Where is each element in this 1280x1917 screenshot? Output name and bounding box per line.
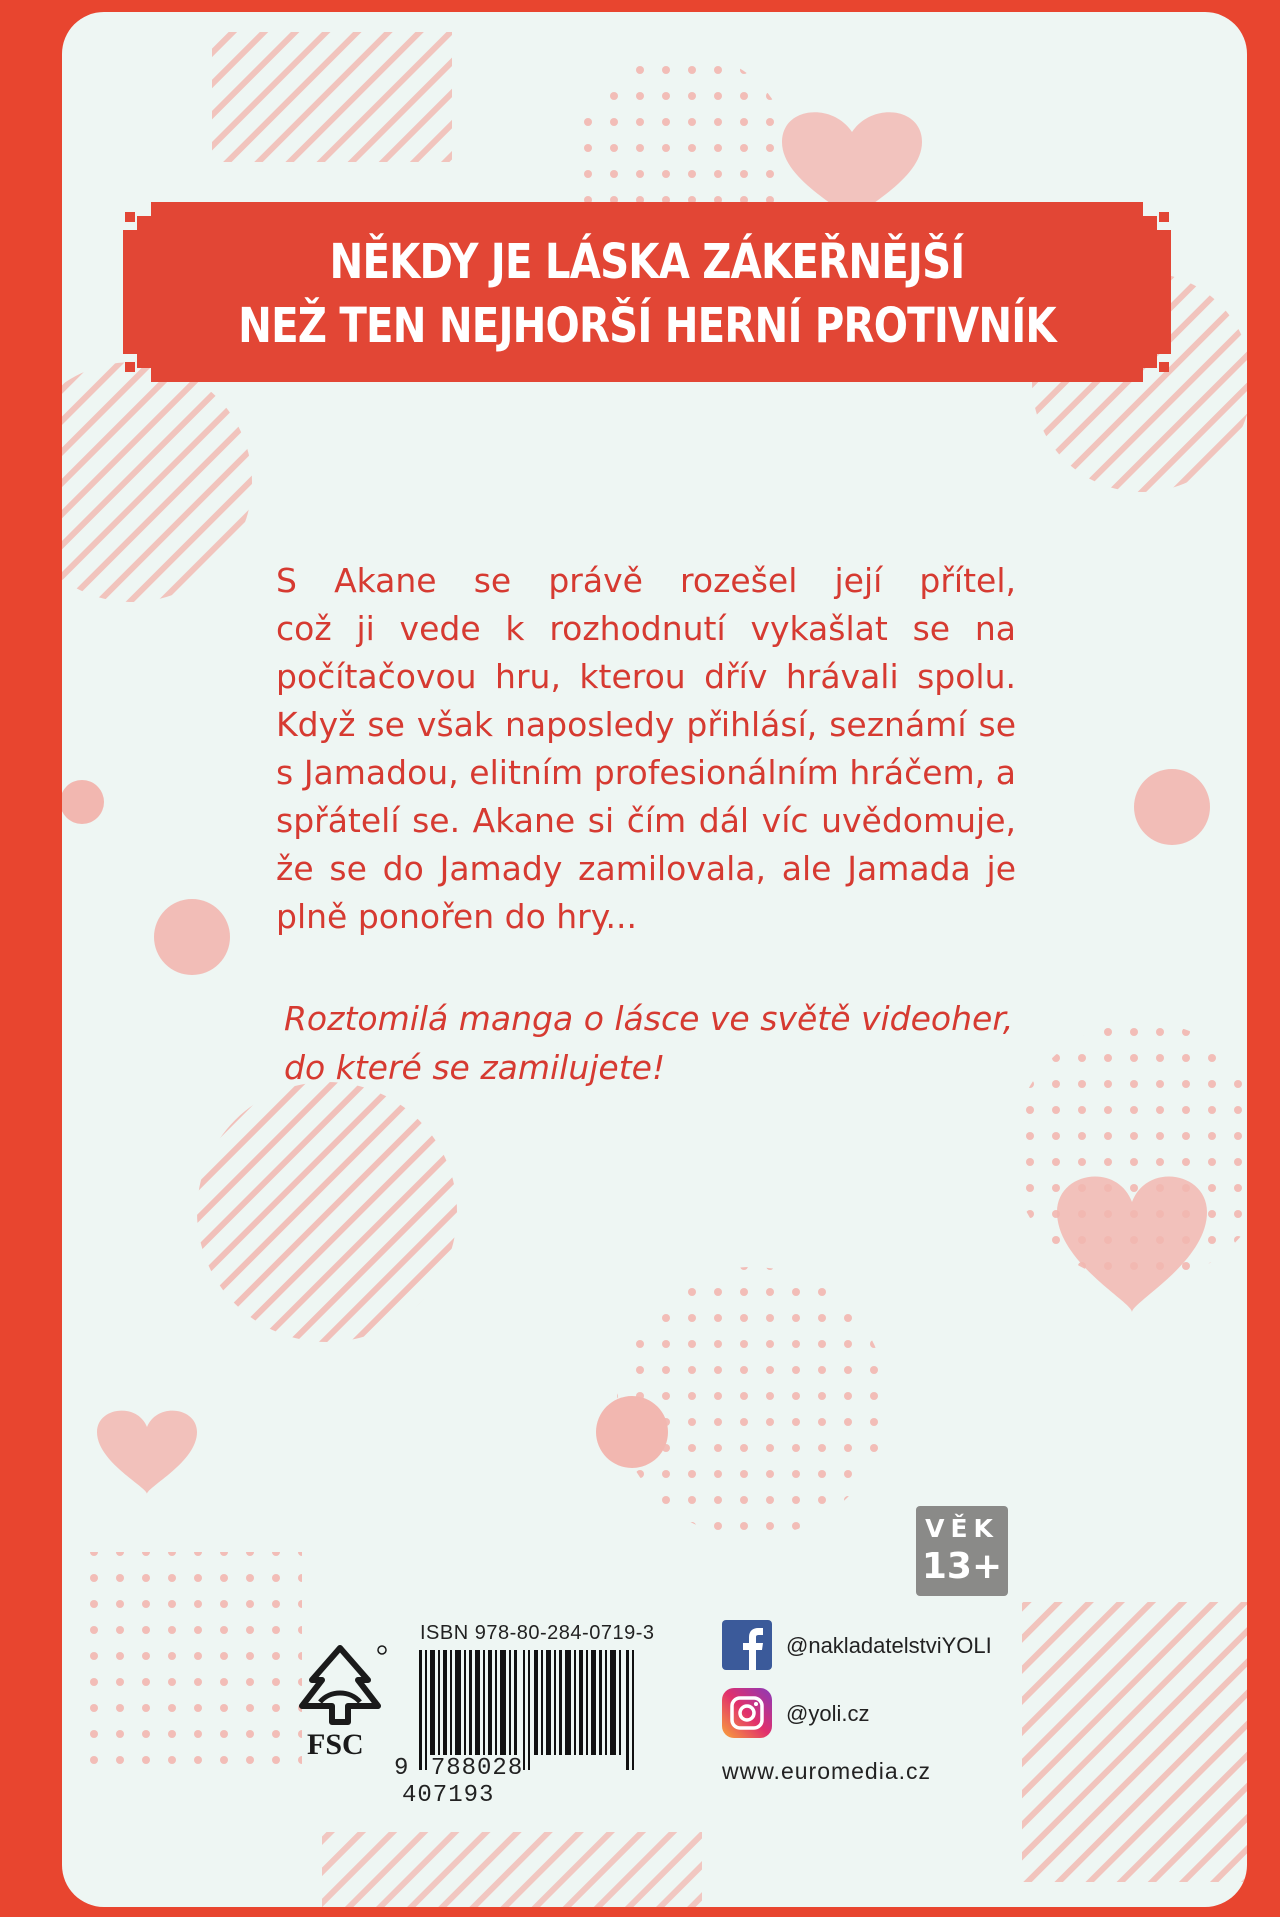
fsc-label: FSC xyxy=(307,1728,364,1761)
cover-panel xyxy=(62,12,1247,1907)
ean-digits xyxy=(394,1755,634,1809)
instagram-handle: @yoli.cz xyxy=(786,1701,870,1726)
tagline xyxy=(284,994,1044,1092)
synopsis-body: což ji vede k rozhodnutí vykašlat se na počítačovou hru, kterou dřív hrávali spolu. Když se však naposledy přihlásí, seznámí se s Jamadou, elitním profesionálním hráčem, a spřátelí se. Akane si čím dál víc uvědomuje, že se do Jamady zamilovala, ale Jamada je plně ponořen do hry... xyxy=(276,609,1016,936)
instagram-icon xyxy=(722,1688,772,1738)
headline-banner xyxy=(117,202,1177,382)
ean-group-1: 788028 xyxy=(430,1755,524,1782)
ean-first-digit: 9 xyxy=(394,1755,410,1782)
isbn-text: ISBN 978-80-284-0719-3 xyxy=(420,1622,655,1644)
tagline-line-1: Roztomilá manga o lásce ve světě videoher, xyxy=(284,999,1014,1038)
age-label: VĚK xyxy=(925,1514,999,1543)
synopsis xyxy=(276,557,1016,941)
facebook-icon xyxy=(722,1620,772,1670)
synopsis-line-1: S Akane se právě rozešel její přítel, xyxy=(276,561,1016,600)
facebook-handle: @nakladatelstviYOLI xyxy=(786,1633,992,1658)
website-link[interactable]: www.euromedia.cz xyxy=(722,1758,932,1784)
ean-group-2: 407193 xyxy=(402,1782,495,1809)
instagram-link[interactable] xyxy=(722,1688,1042,1740)
headline-line-1: NĚKDY JE LÁSKA ZÁKEŘNĚJŠÍ xyxy=(329,234,965,290)
facebook-link[interactable] xyxy=(722,1620,1042,1672)
barcode xyxy=(419,1650,639,1770)
age-rating-badge xyxy=(916,1506,1008,1596)
age-value: 13+ xyxy=(921,1546,1003,1587)
headline-line-2: NEŽ TEN NEJHORŠÍ HERNÍ PROTIVNÍK xyxy=(238,298,1056,354)
tagline-line-2: do které se zamilujete! xyxy=(284,1048,666,1087)
